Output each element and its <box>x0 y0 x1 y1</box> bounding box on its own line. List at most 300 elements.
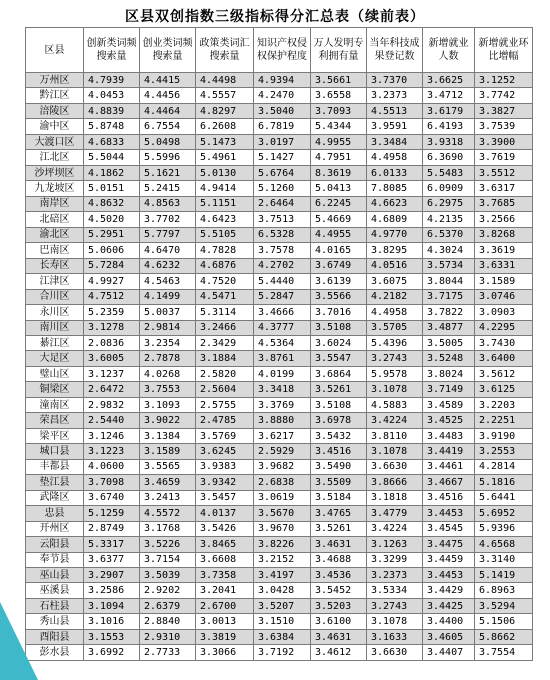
score-cell: 2.8749 <box>84 521 140 536</box>
score-cell: 4.7828 <box>196 243 254 258</box>
score-cell: 3.6978 <box>311 413 367 428</box>
score-cell: 4.2702 <box>254 258 311 273</box>
score-cell: 5.2415 <box>140 181 196 196</box>
score-cell: 3.5426 <box>196 521 254 536</box>
district-name-cell: 长寿区 <box>26 258 84 273</box>
score-cell: 3.6075 <box>367 274 423 289</box>
score-cell: 3.6400 <box>475 351 533 366</box>
score-cell: 3.7430 <box>475 335 533 350</box>
score-cell: 3.4453 <box>423 568 475 583</box>
score-cell: 3.3140 <box>475 552 533 567</box>
score-cell: 3.4612 <box>311 645 367 660</box>
score-cell: 3.1278 <box>84 320 140 335</box>
score-cell: 4.4498 <box>196 73 254 88</box>
table-row <box>26 521 533 536</box>
score-cell: 3.4631 <box>311 537 367 552</box>
score-cell: 3.4224 <box>367 521 423 536</box>
column-header: 新增就业人数 <box>423 28 475 73</box>
score-cell: 3.7192 <box>254 645 311 660</box>
score-cell: 6.7554 <box>140 119 196 134</box>
score-cell: 3.2566 <box>475 212 533 227</box>
table-row <box>26 134 533 149</box>
score-cell: 5.2847 <box>254 289 311 304</box>
score-cell: 3.9190 <box>475 428 533 443</box>
score-cell: 4.5513 <box>367 103 423 118</box>
score-cell: 3.5547 <box>311 351 367 366</box>
score-cell: 3.7513 <box>254 212 311 227</box>
score-cell: 3.5334 <box>367 583 423 598</box>
score-cell: 3.4516 <box>311 444 367 459</box>
score-cell: 3.4666 <box>254 305 311 320</box>
score-cell: 4.6423 <box>196 212 254 227</box>
score-cell: 3.8110 <box>367 428 423 443</box>
score-cell: 2.9310 <box>140 629 196 644</box>
district-name-cell: 万州区 <box>26 73 84 88</box>
score-cell: 4.5557 <box>196 88 254 103</box>
score-cell: 5.7284 <box>84 258 140 273</box>
score-cell: 2.0836 <box>84 335 140 350</box>
score-cell: 3.1510 <box>254 614 311 629</box>
score-cell: 4.4955 <box>311 227 367 242</box>
score-cell: 3.3418 <box>254 382 311 397</box>
score-cell: 4.0600 <box>84 459 140 474</box>
score-cell: 3.5670 <box>254 506 311 521</box>
score-cell: 7.8085 <box>367 181 423 196</box>
score-cell: 3.1263 <box>367 537 423 552</box>
score-cell: 3.1093 <box>140 397 196 412</box>
score-cell: 4.8297 <box>196 103 254 118</box>
score-cell: 4.2470 <box>254 88 311 103</box>
score-cell: 3.1016 <box>84 614 140 629</box>
score-cell: 3.7175 <box>423 289 475 304</box>
score-cell: 3.2743 <box>367 598 423 613</box>
score-cell: 4.9770 <box>367 227 423 242</box>
score-cell: 3.8295 <box>367 243 423 258</box>
score-cell: 3.5565 <box>140 459 196 474</box>
score-cell: 3.6749 <box>311 258 367 273</box>
score-cell: 2.2251 <box>475 413 533 428</box>
column-header: 创新类词频搜索量 <box>84 28 140 73</box>
table-row <box>26 552 533 567</box>
district-name-cell: 忠县 <box>26 506 84 521</box>
score-cell: 5.9578 <box>367 366 423 381</box>
score-cell: 6.2245 <box>311 196 367 211</box>
score-cell: 4.0453 <box>84 88 140 103</box>
score-cell: 3.6377 <box>84 552 140 567</box>
score-cell: 3.8761 <box>254 351 311 366</box>
district-name-cell: 北碚区 <box>26 212 84 227</box>
table-row <box>26 629 533 644</box>
table-row <box>26 212 533 227</box>
score-cell: 3.2041 <box>196 583 254 598</box>
score-cell: 2.6838 <box>254 475 311 490</box>
score-cell: 3.4425 <box>423 598 475 613</box>
score-cell: 3.5184 <box>311 490 367 505</box>
score-cell: 6.3690 <box>423 150 475 165</box>
score-cell: 3.7742 <box>475 88 533 103</box>
score-cell: 3.1589 <box>475 274 533 289</box>
score-cell: 3.2354 <box>140 335 196 350</box>
score-cell: 4.0165 <box>311 243 367 258</box>
score-cell: 3.5490 <box>311 459 367 474</box>
score-cell: 3.3827 <box>475 103 533 118</box>
score-cell: 3.5203 <box>311 598 367 613</box>
score-cell: 3.4516 <box>423 490 475 505</box>
score-cell: 3.5261 <box>311 382 367 397</box>
table-row <box>26 243 533 258</box>
score-cell: 5.8662 <box>475 629 533 644</box>
score-cell: 2.5440 <box>84 413 140 428</box>
table-row <box>26 444 533 459</box>
score-cell: 3.6384 <box>254 629 311 644</box>
score-cell: 3.1078 <box>367 444 423 459</box>
score-cell: 3.5432 <box>311 428 367 443</box>
score-cell: 3.6630 <box>367 645 423 660</box>
score-cell: 5.1621 <box>140 165 196 180</box>
table-row <box>26 305 533 320</box>
score-cell: 3.5261 <box>311 521 367 536</box>
score-cell: 4.9955 <box>311 134 367 149</box>
table-row <box>26 258 533 273</box>
table-row <box>26 227 533 242</box>
score-cell: 2.4785 <box>196 413 254 428</box>
score-cell: 3.3619 <box>475 243 533 258</box>
score-cell: 3.2466 <box>196 320 254 335</box>
score-cell: 5.1260 <box>254 181 311 196</box>
score-cell: 5.6441 <box>475 490 533 505</box>
score-cell: 4.9927 <box>84 274 140 289</box>
score-cell: 4.1499 <box>140 289 196 304</box>
score-cell: 4.6568 <box>475 537 533 552</box>
score-cell: 4.0268 <box>140 366 196 381</box>
column-header: 政策类词汇搜索量 <box>196 28 254 73</box>
score-cell: 3.5294 <box>475 598 533 613</box>
table-row <box>26 165 533 180</box>
district-name-cell: 合川区 <box>26 289 84 304</box>
score-cell: 3.6625 <box>423 73 475 88</box>
score-cell: 3.4525 <box>423 413 475 428</box>
score-cell: 3.6100 <box>311 614 367 629</box>
score-cell: 3.0619 <box>254 490 311 505</box>
score-cell: 2.7878 <box>140 351 196 366</box>
score-cell: 3.4667 <box>423 475 475 490</box>
district-name-cell: 璧山区 <box>26 366 84 381</box>
score-cell: 3.1252 <box>475 73 533 88</box>
district-name-cell: 渝中区 <box>26 119 84 134</box>
score-cell: 4.2182 <box>367 289 423 304</box>
score-cell: 3.7370 <box>367 73 423 88</box>
table-row <box>26 645 533 660</box>
district-name-cell: 丰都县 <box>26 459 84 474</box>
score-cell: 3.6317 <box>475 181 533 196</box>
column-header: 区县 <box>26 28 84 73</box>
score-cell: 3.2413 <box>140 490 196 505</box>
score-cell: 4.3777 <box>254 320 311 335</box>
score-cell: 3.9342 <box>196 475 254 490</box>
score-cell: 3.4688 <box>311 552 367 567</box>
header-row <box>26 28 533 73</box>
score-cell: 5.0606 <box>84 243 140 258</box>
score-cell: 3.5769 <box>196 428 254 443</box>
score-cell: 3.1246 <box>84 428 140 443</box>
score-cell: 3.4475 <box>423 537 475 552</box>
score-cell: 3.4779 <box>367 506 423 521</box>
score-cell: 5.1506 <box>475 614 533 629</box>
district-name-cell: 巫山县 <box>26 568 84 583</box>
score-cell: 3.5248 <box>423 351 475 366</box>
score-cell: 3.9318 <box>423 134 475 149</box>
district-name-cell: 开州区 <box>26 521 84 536</box>
score-cell: 3.1633 <box>367 629 423 644</box>
score-cell: 3.6558 <box>311 88 367 103</box>
table-row <box>26 382 533 397</box>
score-cell: 5.4669 <box>311 212 367 227</box>
score-cell: 3.7685 <box>475 196 533 211</box>
score-cell: 4.6809 <box>367 212 423 227</box>
score-cell: 2.6379 <box>140 598 196 613</box>
score-cell: 3.1384 <box>140 428 196 443</box>
score-cell: 3.5005 <box>423 335 475 350</box>
score-cell: 3.5509 <box>311 475 367 490</box>
score-cell: 3.0903 <box>475 305 533 320</box>
score-cell: 3.2373 <box>367 568 423 583</box>
score-cell: 3.6179 <box>423 103 475 118</box>
column-header: 创业类词频搜索量 <box>140 28 196 73</box>
score-cell: 2.3429 <box>196 335 254 350</box>
column-header: 新增就业环比增幅 <box>475 28 533 73</box>
score-cell: 6.0909 <box>423 181 475 196</box>
score-cell: 4.4464 <box>140 103 196 118</box>
score-cell: 3.6740 <box>84 490 140 505</box>
score-cell: 6.2975 <box>423 196 475 211</box>
score-cell: 5.0498 <box>140 134 196 149</box>
score-cell: 3.5705 <box>367 320 423 335</box>
score-cell: 3.1818 <box>367 490 423 505</box>
score-cell: 3.4400 <box>423 614 475 629</box>
district-name-cell: 江津区 <box>26 274 84 289</box>
score-cell: 5.6764 <box>254 165 311 180</box>
score-cell: 4.7951 <box>311 150 367 165</box>
score-cell: 5.5044 <box>84 150 140 165</box>
score-cell: 4.2814 <box>475 459 533 474</box>
score-cell: 4.5471 <box>196 289 254 304</box>
score-cell: 4.0516 <box>367 258 423 273</box>
table-row <box>26 428 533 443</box>
score-cell: 4.6232 <box>140 258 196 273</box>
score-cell: 3.5226 <box>140 537 196 552</box>
table-row <box>26 397 533 412</box>
score-cell: 3.5108 <box>311 397 367 412</box>
score-cell: 4.6876 <box>196 258 254 273</box>
table-row <box>26 181 533 196</box>
score-cell: 2.5604 <box>196 382 254 397</box>
score-cell: 3.7539 <box>475 119 533 134</box>
score-cell: 3.6331 <box>475 258 533 273</box>
score-cell: 3.6608 <box>196 552 254 567</box>
district-name-cell: 永川区 <box>26 305 84 320</box>
corner-decoration <box>0 602 38 680</box>
score-cell: 3.1884 <box>196 351 254 366</box>
table-row <box>26 459 533 474</box>
score-cell: 3.7149 <box>423 382 475 397</box>
score-cell: 5.0413 <box>311 181 367 196</box>
score-cell: 6.2608 <box>196 119 254 134</box>
score-cell: 5.1427 <box>254 150 311 165</box>
score-cell: 3.8465 <box>196 537 254 552</box>
score-cell: 3.1237 <box>84 366 140 381</box>
score-cell: 3.4536 <box>311 568 367 583</box>
score-cell: 5.0037 <box>140 305 196 320</box>
score-cell: 2.5755 <box>196 397 254 412</box>
score-cell: 6.5328 <box>254 227 311 242</box>
score-cell: 4.4958 <box>367 150 423 165</box>
table-row <box>26 351 533 366</box>
score-cell: 4.5020 <box>84 212 140 227</box>
table-row <box>26 413 533 428</box>
score-cell: 5.1816 <box>475 475 533 490</box>
score-cell: 2.6464 <box>254 196 311 211</box>
score-cell: 3.8226 <box>254 537 311 552</box>
score-cell: 3.8880 <box>254 413 311 428</box>
table-row <box>26 196 533 211</box>
score-cell: 5.7797 <box>140 227 196 242</box>
score-cell: 5.0151 <box>84 181 140 196</box>
score-cell: 4.8563 <box>140 196 196 211</box>
table-row <box>26 537 533 552</box>
score-cell: 2.6700 <box>196 598 254 613</box>
score-cell: 6.4193 <box>423 119 475 134</box>
score-cell: 3.2586 <box>84 583 140 598</box>
score-cell: 4.0199 <box>254 366 311 381</box>
score-cell: 8.3619 <box>311 165 367 180</box>
table-row <box>26 614 533 629</box>
score-cell: 3.7098 <box>84 475 140 490</box>
score-cell: 3.8268 <box>475 227 533 242</box>
score-cell: 3.6005 <box>84 351 140 366</box>
score-cell: 3.2203 <box>475 397 533 412</box>
score-cell: 3.4712 <box>423 88 475 103</box>
score-cell: 3.6245 <box>196 444 254 459</box>
district-name-cell: 酉阳县 <box>26 629 84 644</box>
table-row <box>26 568 533 583</box>
score-cell: 3.2743 <box>367 351 423 366</box>
score-cell: 3.4459 <box>423 552 475 567</box>
district-name-cell: 南岸区 <box>26 196 84 211</box>
score-table <box>25 27 533 661</box>
table-row <box>26 274 533 289</box>
score-cell: 3.4765 <box>311 506 367 521</box>
score-cell: 5.1259 <box>84 506 140 521</box>
score-cell: 5.4440 <box>254 274 311 289</box>
score-cell: 4.4958 <box>367 305 423 320</box>
table-row <box>26 598 533 613</box>
score-cell: 3.6125 <box>475 382 533 397</box>
district-name-cell: 荣昌区 <box>26 413 84 428</box>
table-row <box>26 506 533 521</box>
score-cell: 5.4961 <box>196 150 254 165</box>
score-cell: 3.7702 <box>140 212 196 227</box>
score-cell: 4.9394 <box>254 73 311 88</box>
score-cell: 2.6472 <box>84 382 140 397</box>
score-cell: 5.1473 <box>196 134 254 149</box>
score-cell: 4.2135 <box>423 212 475 227</box>
district-name-cell: 云阳县 <box>26 537 84 552</box>
score-cell: 3.4407 <box>423 645 475 660</box>
table-row <box>26 289 533 304</box>
district-name-cell: 南川区 <box>26 320 84 335</box>
score-cell: 3.1078 <box>367 382 423 397</box>
score-cell: 3.4224 <box>367 413 423 428</box>
score-cell: 6.0133 <box>367 165 423 180</box>
score-cell: 5.2359 <box>84 305 140 320</box>
score-cell: 3.5512 <box>475 165 533 180</box>
table-row <box>26 150 533 165</box>
score-cell: 3.7822 <box>423 305 475 320</box>
score-cell: 3.9383 <box>196 459 254 474</box>
score-cell: 3.5452 <box>311 583 367 598</box>
score-cell: 5.4344 <box>311 119 367 134</box>
score-cell: 5.8748 <box>84 119 140 134</box>
score-cell: 3.9591 <box>367 119 423 134</box>
score-cell: 5.1419 <box>475 568 533 583</box>
score-cell: 3.9022 <box>140 413 196 428</box>
score-cell: 3.5040 <box>254 103 311 118</box>
table-row <box>26 366 533 381</box>
score-cell: 3.2907 <box>84 568 140 583</box>
score-cell: 4.3024 <box>423 243 475 258</box>
score-cell: 3.3769 <box>254 397 311 412</box>
score-cell: 3.6864 <box>311 366 367 381</box>
table-row <box>26 475 533 490</box>
score-cell: 5.3114 <box>196 305 254 320</box>
score-cell: 3.2553 <box>475 444 533 459</box>
score-cell: 3.9670 <box>254 521 311 536</box>
district-name-cell: 巴南区 <box>26 243 84 258</box>
score-cell: 3.1768 <box>140 521 196 536</box>
score-cell: 4.4456 <box>140 88 196 103</box>
score-cell: 6.7819 <box>254 119 311 134</box>
score-cell: 3.3299 <box>367 552 423 567</box>
score-cell: 3.2152 <box>254 552 311 567</box>
score-cell: 3.5566 <box>311 289 367 304</box>
score-cell: 2.5820 <box>196 366 254 381</box>
score-cell: 5.9396 <box>475 521 533 536</box>
score-cell: 3.8024 <box>423 366 475 381</box>
score-cell: 3.7154 <box>140 552 196 567</box>
score-cell: 3.3819 <box>196 629 254 644</box>
score-cell: 3.4877 <box>423 320 475 335</box>
score-cell: 3.6217 <box>254 428 311 443</box>
district-name-cell: 沙坪坝区 <box>26 165 84 180</box>
table-row <box>26 490 533 505</box>
table-row <box>26 583 533 598</box>
district-name-cell: 城口县 <box>26 444 84 459</box>
score-cell: 4.7520 <box>196 274 254 289</box>
score-cell: 3.3900 <box>475 134 533 149</box>
score-cell: 3.0197 <box>254 134 311 149</box>
score-cell: 3.4483 <box>423 428 475 443</box>
district-name-cell: 大足区 <box>26 351 84 366</box>
score-cell: 3.5457 <box>196 490 254 505</box>
score-cell: 3.7016 <box>311 305 367 320</box>
score-cell: 3.7358 <box>196 568 254 583</box>
score-cell: 5.2951 <box>84 227 140 242</box>
score-cell: 3.4461 <box>423 459 475 474</box>
score-cell: 3.3066 <box>196 645 254 660</box>
score-cell: 3.5207 <box>254 598 311 613</box>
score-cell: 4.9414 <box>196 181 254 196</box>
score-cell: 3.7578 <box>254 243 311 258</box>
